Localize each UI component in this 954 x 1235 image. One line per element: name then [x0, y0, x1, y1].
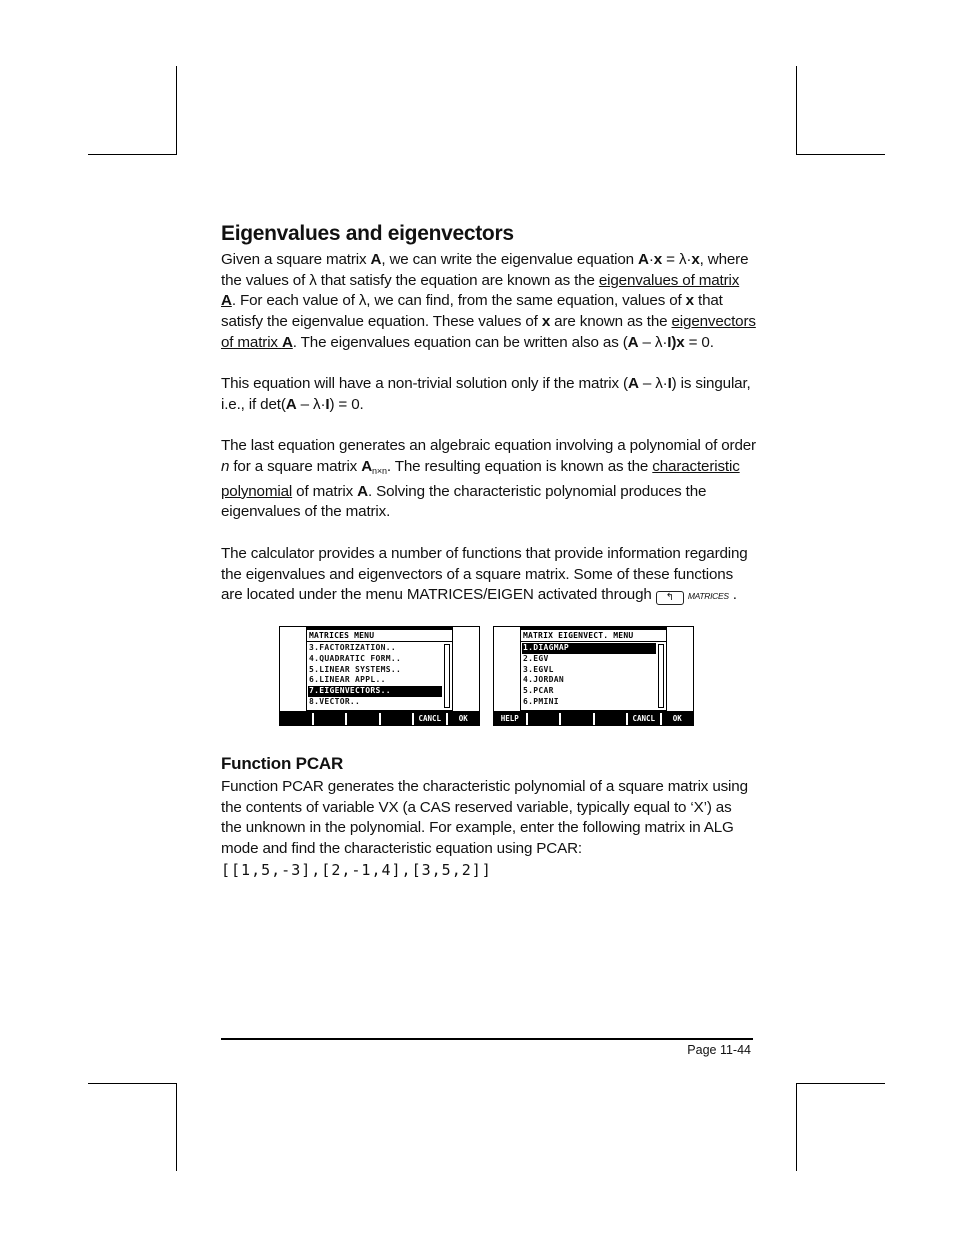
screen-eigenvect-menu [493, 626, 694, 726]
screen-matrices-menu [279, 626, 480, 726]
softkey[interactable]: HELP [494, 713, 528, 725]
softkey[interactable]: CANCL [628, 713, 662, 725]
scrollbar [444, 644, 450, 708]
calculator-screens [221, 626, 756, 726]
menu-item[interactable]: 7.EIGENVECTORS.. [308, 686, 442, 697]
paragraph-eigen-intro: Given a square matrix A, we can write the eigenvalue equation A·x = λ·x, where the values of λ that satisfy the equation are known as the eigenvalues of matrix A. For each value of λ, we can find, from the same equation, values of x that satisfy the eigenvalue equation. These values of x are known as the eigenvectors of matrix A. The eigenvalues equation can be written also as (A – λ·I)x = 0. [221, 251, 756, 351]
crop-mark [176, 1083, 177, 1171]
softkey[interactable] [381, 713, 415, 725]
scrollbar [658, 644, 664, 708]
page-number: Page 11-44 [687, 1043, 751, 1057]
menu-list [522, 643, 656, 708]
menu-item[interactable]: 4.JORDAN [523, 675, 564, 685]
crop-mark [88, 154, 177, 155]
softkey[interactable] [314, 713, 348, 725]
matrix-code: [[1,5,-3],[2,-1,4],[3,5,2]] [221, 860, 492, 879]
softkey[interactable] [595, 713, 629, 725]
crop-mark [176, 66, 177, 154]
softkey[interactable]: OK [458, 713, 468, 723]
menu-item[interactable]: 2.EGV [523, 653, 549, 663]
paragraph-calculator-functions: The calculator provides a number of functions that provide information regarding the eigenvalues and eigenvectors of a square matrix. Some of these functions are located under the menu MATRICES/EIGEN activated through ↰ MATRICES . [221, 544, 748, 604]
menu-list [308, 643, 442, 708]
left-shift-key-icon: ↰ [656, 591, 684, 605]
softkey-bar [280, 713, 479, 725]
footer-rule [221, 1038, 753, 1040]
menu-item[interactable]: 5.PCAR [523, 686, 554, 696]
menu-item[interactable]: 5.LINEAR SYSTEMS.. [309, 664, 402, 674]
menu-item[interactable]: 4.QUADRATIC FORM.. [309, 653, 402, 663]
menu-item[interactable]: 3.EGVL [523, 664, 554, 674]
softkey[interactable]: CANCL [414, 713, 448, 725]
crop-mark [796, 154, 885, 155]
softkey-bar [494, 713, 693, 725]
page-content [221, 222, 756, 880]
menu-item[interactable]: 6.PMINI [523, 696, 559, 706]
menu-item[interactable]: 6.LINEAR APPL.. [309, 675, 386, 685]
function-heading: Function PCAR [221, 753, 344, 773]
section-heading: Eigenvalues and eigenvectors [221, 222, 514, 245]
softkey[interactable] [347, 713, 381, 725]
softkey[interactable]: OK [672, 713, 682, 723]
paragraph-pcar: Function PCAR generates the characteristic polynomial of a square matrix using the contents of variable VX (a CAS reserved variable, typically equal to ‘X’) as the unknown in the polynomial. For example, enter the following matrix in ALG mode and find the characteristic equation using PCAR: [221, 777, 748, 858]
menu-item[interactable]: 3.FACTORIZATION.. [309, 642, 396, 652]
menu-item[interactable]: 1.DIAGMAP [522, 643, 656, 654]
crop-mark [796, 1083, 797, 1171]
screen-title: MATRIX EIGENVECT. MENU [521, 630, 666, 642]
matrices-key-label: MATRICES [687, 591, 729, 602]
paragraph-singular: This equation will have a non-trivial solution only if the matrix (A – λ·I) is singular, i.e., if det(A – λ·I) = 0. [221, 375, 751, 413]
crop-mark [88, 1083, 177, 1084]
crop-mark [796, 1083, 885, 1084]
softkey[interactable] [528, 713, 562, 725]
screen-title: MATRICES MENU [307, 630, 452, 642]
softkey[interactable] [561, 713, 595, 725]
crop-mark [796, 66, 797, 154]
paragraph-characteristic-polynomial: The last equation generates an algebraic equation involving a polynomial of order n for a square matrix $A_{n\times n}$. The resulting equation is known as the characteristic polynomial of matrix A. Solving the characteristic polynomial produces the eigenvalues of the matrix. [221, 437, 756, 521]
menu-item[interactable]: 8.VECTOR.. [309, 696, 361, 706]
softkey[interactable] [280, 713, 314, 725]
